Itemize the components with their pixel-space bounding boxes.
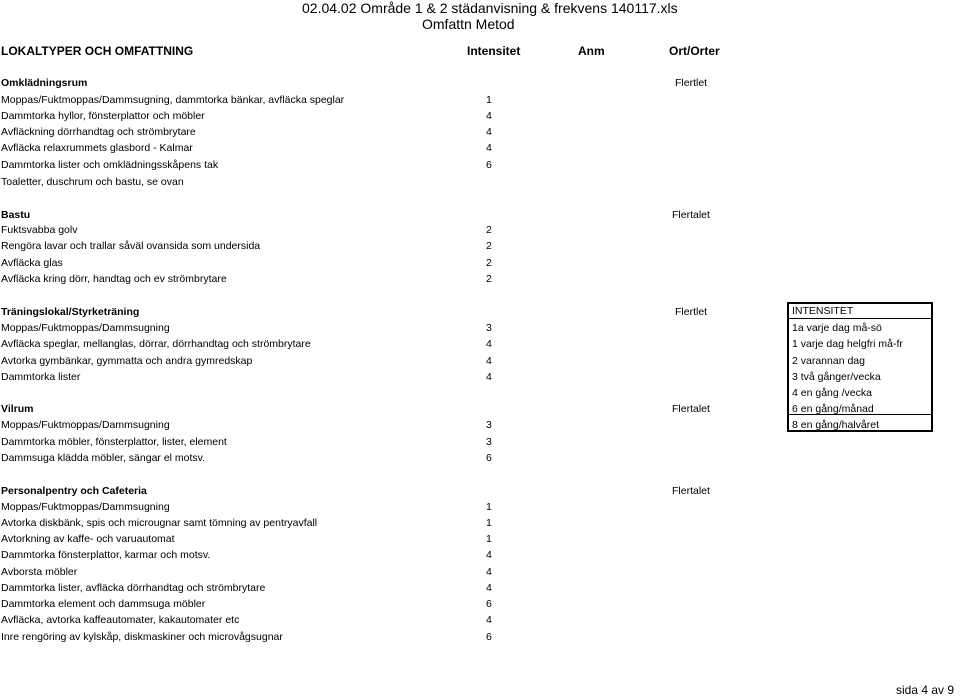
section-note: Flertalet (672, 403, 710, 415)
header-intensitet: Intensitet (467, 44, 521, 58)
task-value: 3 (486, 322, 492, 334)
header-ort: Ort/Orter (669, 44, 720, 58)
task-text: Avtorkning av kaffe- och varuautomat (1, 533, 175, 545)
header-lokaltyper: LOKALTYPER OCH OMFATTNING (1, 44, 194, 58)
task-value: 2 (486, 240, 492, 252)
task-text: Toaletter, duschrum och bastu, se ovan (1, 176, 184, 188)
section-note: Flertalet (672, 209, 710, 221)
task-text: Inre rengöring av kylskåp, diskmaskiner och microvågsugnar (1, 631, 283, 643)
task-text: Fuktsvabba golv (1, 224, 78, 236)
legend-item: 2 varannan dag (792, 355, 865, 367)
task-text: Dammtorka hyllor, fönsterplattor och möbler (1, 110, 205, 122)
task-text: Avtorka diskbänk, spis och microugnar samt tömning av pentryavfall (1, 517, 318, 529)
task-value: 4 (486, 338, 492, 350)
task-text: Avfläcka relaxrummets glasbord - Kalmar (1, 142, 193, 154)
section-title: Bastu (1, 209, 31, 221)
section-title: Omklädningsrum (1, 77, 88, 89)
task-text: Moppas/Fuktmoppas/Dammsugning (1, 322, 170, 334)
task-value: 4 (486, 582, 492, 594)
task-value: 4 (486, 614, 492, 626)
task-value: 6 (486, 631, 492, 643)
legend-item: 3 två gånger/vecka (792, 371, 881, 383)
header-anm: Anm (578, 44, 605, 58)
task-value: 1 (486, 517, 492, 529)
task-text: Moppas/Fuktmoppas/Dammsugning, dammtorka bänkar, avfläcka speglar (1, 94, 345, 106)
section-title: Vilrum (1, 403, 34, 415)
task-value: 4 (486, 355, 492, 367)
task-text: Dammtorka lister (1, 371, 81, 383)
document-title: 02.04.02 Område 1 & 2 städanvisning & frekvens 140117.xls (302, 0, 678, 16)
task-text: Avfläckning dörrhandtag och strömbrytare (1, 126, 196, 138)
legend-item: 6 en gång/månad (792, 403, 874, 415)
task-value: 3 (486, 419, 492, 431)
legend-item: 4 en gång /vecka (792, 387, 872, 399)
task-text: Avfläcka speglar, mellanglas, dörrar, dörrhandtag och strömbrytare (1, 338, 311, 350)
task-value: 6 (486, 598, 492, 610)
task-text: Dammtorka lister, avfläcka dörrhandtag och strömbrytare (1, 582, 266, 594)
task-value: 2 (486, 224, 492, 236)
task-value: 1 (486, 501, 492, 513)
task-text: Dammtorka element och dammsuga möbler (1, 598, 206, 610)
task-value: 1 (486, 533, 492, 545)
legend-title: INTENSITET (792, 305, 854, 317)
task-value: 4 (486, 126, 492, 138)
task-text: Dammtorka lister och omklädningsskåpens tak (1, 159, 219, 171)
task-text: Dammtorka möbler, fönsterplattor, lister, element (1, 436, 227, 448)
task-text: Dammtorka fönsterplattor, karmar och motsv. (1, 549, 211, 561)
legend-divider (787, 318, 933, 319)
section-note: Flertlet (675, 77, 708, 89)
legend-item: 1a varje dag må-sö (792, 322, 882, 334)
task-value: 1 (486, 94, 492, 106)
task-text: Avfläcka glas (1, 257, 63, 269)
section-note: Flertalet (672, 485, 710, 497)
section-note: Flertlet (675, 306, 708, 318)
task-value: 6 (486, 452, 492, 464)
task-text: Avfläcka kring dörr, handtag och ev strömbrytare (1, 273, 227, 285)
task-value: 4 (486, 566, 492, 578)
section-title: Träningslokal/Styrketräning (1, 306, 140, 318)
task-text: Dammsuga klädda möbler, sängar el motsv. (1, 452, 206, 464)
task-value: 3 (486, 436, 492, 448)
page-number: sida 4 av 9 (896, 683, 955, 697)
task-value: 4 (486, 371, 492, 383)
task-value: 6 (486, 159, 492, 171)
task-text: Avfläcka, avtorka kaffeautomater, kakautomater etc (1, 614, 240, 626)
task-text: Avborsta möbler (1, 566, 78, 578)
task-value: 4 (486, 110, 492, 122)
legend-item: 8 en gång/halvåret (792, 419, 879, 431)
task-text: Rengöra lavar och trallar såväl ovansida som undersida (1, 240, 261, 252)
task-value: 2 (486, 257, 492, 269)
task-value: 4 (486, 549, 492, 561)
task-text: Moppas/Fuktmoppas/Dammsugning (1, 419, 170, 431)
section-title: Personalpentry och Cafeteria (1, 485, 147, 497)
task-text: Moppas/Fuktmoppas/Dammsugning (1, 501, 170, 513)
legend-item: 1 varje dag helgfri må-fr (792, 338, 903, 350)
task-text: Avtorka gymbänkar, gymmatta och andra gymredskap (1, 355, 253, 367)
task-value: 4 (486, 142, 492, 154)
task-value: 2 (486, 273, 492, 285)
document-subtitle: Omfattn Metod (422, 16, 515, 32)
